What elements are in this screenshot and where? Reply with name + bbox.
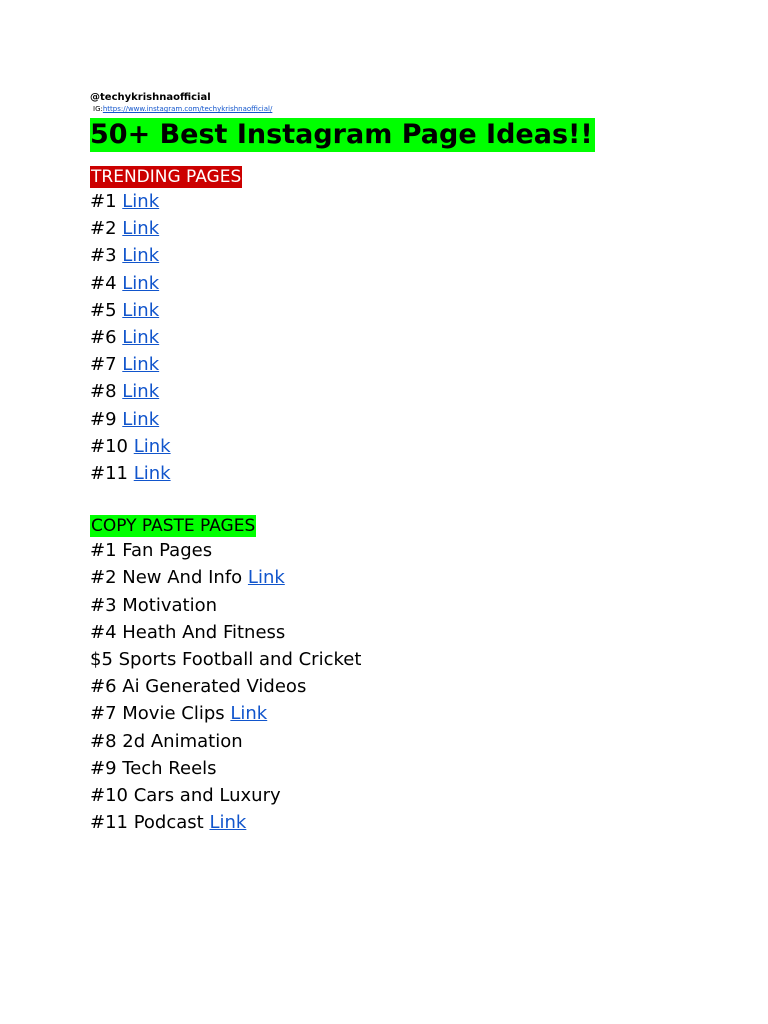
item-text: #6 Ai Generated Videos <box>90 676 307 698</box>
item-link[interactable]: Link <box>122 191 160 212</box>
list-item <box>90 270 730 297</box>
item-link[interactable]: Link <box>122 245 160 267</box>
list-item <box>90 215 730 242</box>
instagram-url-link[interactable]: https://www.instagram.com/techykrishnaofficial/ <box>102 105 273 113</box>
instagram-line <box>93 104 730 114</box>
item-text: #9 Tech Reels <box>90 757 217 779</box>
item-number: #4 <box>90 272 117 294</box>
document-page <box>90 92 730 836</box>
list-item <box>90 351 730 378</box>
item-text: #8 2d Animation <box>90 730 243 752</box>
list-item <box>90 242 730 269</box>
item-number: #6 <box>90 327 117 349</box>
item-link[interactable]: Link <box>122 381 160 403</box>
list-item <box>90 564 730 591</box>
copy-paste-pages-heading: COPY PASTE PAGES <box>91 516 256 537</box>
item-number: #7 <box>90 354 117 376</box>
list-item <box>90 619 730 646</box>
list-item <box>90 646 730 673</box>
item-number: #8 <box>90 381 117 403</box>
item-link[interactable]: Link <box>122 218 160 240</box>
item-text: $5 Sports Football and Cricket <box>90 649 362 671</box>
item-number: #5 <box>90 299 117 321</box>
item-link[interactable]: Link <box>209 812 247 834</box>
item-link[interactable]: Link <box>122 327 160 349</box>
item-number: #1 <box>90 191 117 212</box>
page-title: 50+ Best Instagram Page Ideas!! <box>90 119 593 150</box>
item-number: #11 <box>90 463 128 485</box>
item-link[interactable]: Link <box>133 463 171 485</box>
list-item <box>90 297 730 324</box>
item-number: #3 <box>90 245 117 267</box>
item-text: #11 Podcast <box>90 812 204 834</box>
item-number: #2 <box>90 218 117 240</box>
item-text: #4 Heath And Fitness <box>90 621 286 643</box>
trending-pages-heading: TRENDING PAGES <box>91 167 242 187</box>
item-link[interactable]: Link <box>122 354 160 376</box>
list-item <box>90 378 730 405</box>
item-link[interactable]: Link <box>122 272 160 294</box>
list-item <box>90 592 730 619</box>
item-text: #3 Motivation <box>90 594 218 616</box>
item-link[interactable]: Link <box>230 703 268 725</box>
list-item <box>90 537 730 564</box>
list-item <box>90 782 730 809</box>
instagram-label: IG: <box>93 105 103 113</box>
section-spacer <box>90 487 730 515</box>
list-item <box>90 324 730 351</box>
list-item <box>90 673 730 700</box>
list-item <box>90 700 730 727</box>
list-item <box>90 406 730 433</box>
list-item <box>90 188 730 215</box>
item-link[interactable]: Link <box>133 435 171 457</box>
item-text: #10 Cars and Luxury <box>90 785 281 807</box>
item-link[interactable]: Link <box>122 408 160 430</box>
item-link[interactable]: Link <box>247 567 285 589</box>
trending-pages-list <box>90 188 730 487</box>
item-link[interactable]: Link <box>122 299 160 321</box>
list-item <box>90 755 730 782</box>
item-text: #1 Fan Pages <box>90 540 213 562</box>
list-item <box>90 809 730 836</box>
author-handle: @techykrishnaofficial <box>90 92 211 103</box>
item-text: #2 New And Info <box>90 567 243 589</box>
list-item <box>90 433 730 460</box>
list-item <box>90 728 730 755</box>
item-text: #7 Movie Clips <box>90 703 225 725</box>
copy-paste-pages-list <box>90 537 730 836</box>
item-number: #9 <box>90 408 117 430</box>
item-number: #10 <box>90 435 128 457</box>
list-item <box>90 460 730 487</box>
